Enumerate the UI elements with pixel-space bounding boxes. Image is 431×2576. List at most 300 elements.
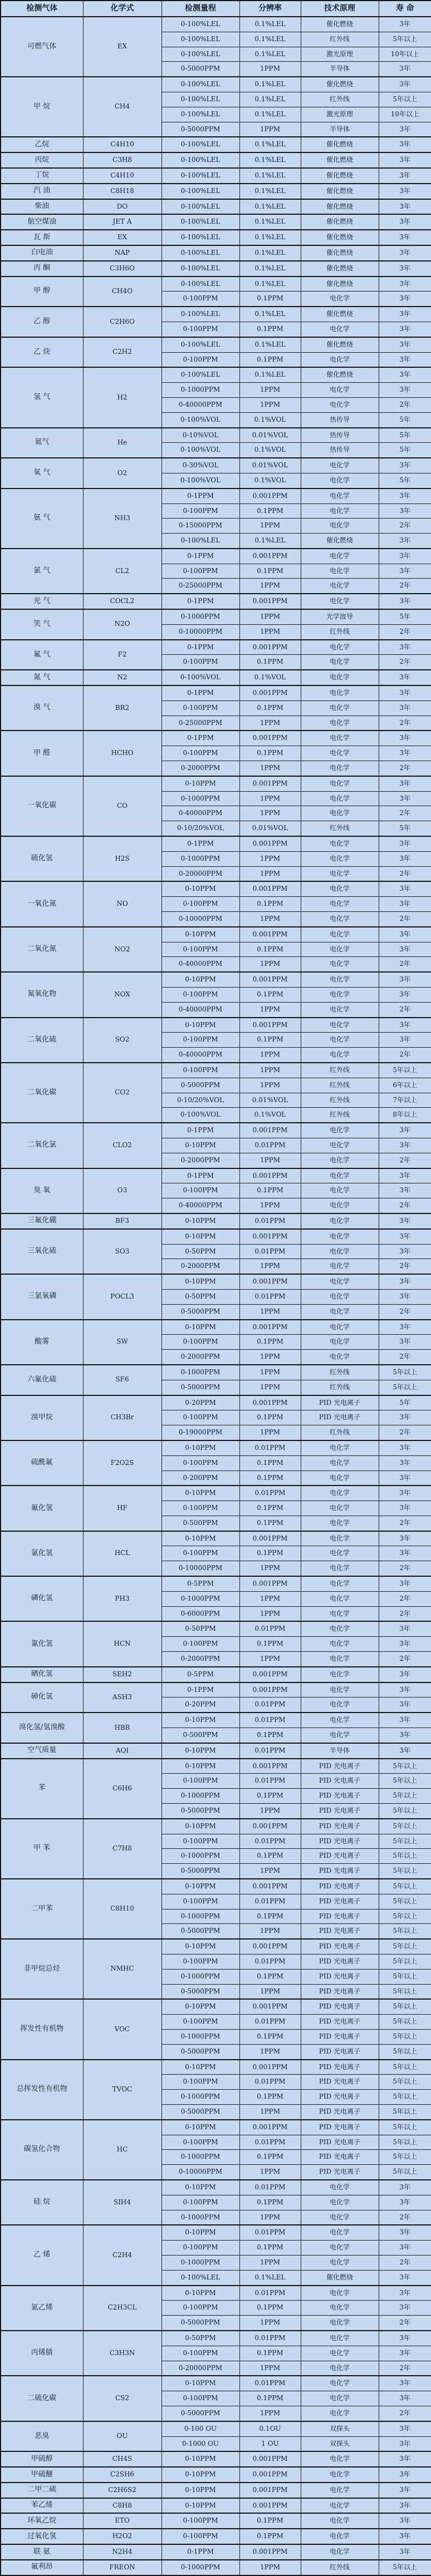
formula-cell: C3H6O (83, 261, 161, 277)
lifespan-cell: 3年 (379, 1667, 431, 1682)
principle-cell: 电化学 (301, 1350, 379, 1365)
range-cell: 0-100PPM (161, 1774, 239, 1789)
range-cell: 0-10PPM (161, 1819, 239, 1834)
resolution-cell: 0.1PPM (239, 2529, 301, 2544)
range-cell: 0-100%LEL (161, 152, 239, 168)
principle-cell: 电化学 (301, 640, 379, 655)
range-cell: 0-100%VOL (161, 670, 239, 685)
lifespan-cell: 2年 (379, 761, 431, 776)
formula-cell: C3H3N (83, 2331, 161, 2376)
gas-name-cell: 硅 烷 (1, 2180, 83, 2225)
principle-cell: 电化学 (301, 1304, 379, 1319)
lifespan-cell: 5年 (379, 821, 431, 836)
resolution-cell: 0.1%LEL (239, 2270, 301, 2285)
lifespan-cell: 5年 (379, 473, 431, 488)
principle-cell: PID 光电离子 (301, 2135, 379, 2150)
table-row (1, 881, 431, 896)
range-cell: 0-100%LEL (161, 245, 239, 261)
lifespan-cell: 3年 (379, 2451, 431, 2467)
resolution-cell: 0.001PPM (239, 2060, 301, 2075)
table-row (1, 731, 431, 746)
resolution-cell: 0.001PPM (239, 549, 301, 564)
lifespan-cell: 3年 (379, 367, 431, 382)
lifespan-cell: 3年 (379, 458, 431, 473)
principle-cell: 电化学 (301, 866, 379, 881)
table-row (1, 1229, 431, 1244)
resolution-cell: 1PPM (239, 2104, 301, 2119)
lifespan-cell: 5年 (379, 1395, 431, 1410)
resolution-cell: 0.01PPM (239, 2075, 301, 2090)
formula-cell: F2O2S (83, 1440, 161, 1486)
lifespan-cell: 2年 (379, 1153, 431, 1168)
resolution-cell: 0.001PPM (239, 1667, 301, 1682)
lifespan-cell: 3年 (379, 791, 431, 806)
table-row (1, 594, 431, 609)
table-body (1, 17, 431, 2575)
table-row (1, 1667, 431, 1682)
range-cell: 0-1PPM (161, 685, 239, 700)
principle-cell: PID 光电离子 (301, 1410, 379, 1425)
lifespan-cell: 5年以上 (379, 2060, 431, 2075)
table-row (1, 1759, 431, 1774)
principle-cell: PID 光电离子 (301, 2165, 379, 2180)
lifespan-cell: 3年 (379, 2241, 431, 2256)
principle-cell: PID 光电离子 (301, 1879, 379, 1894)
range-cell: 0-100PPM (161, 2135, 239, 2150)
table-row (1, 1879, 431, 1894)
range-cell: 0-20000PPM (161, 2361, 239, 2376)
range-cell: 0-40000PPM (161, 1002, 239, 1017)
lifespan-cell: 2年 (379, 1304, 431, 1319)
resolution-cell: 0.001PPM (239, 1531, 301, 1546)
lifespan-cell: 3年 (379, 2483, 431, 2498)
gas-name-cell: 甲 醛 (1, 731, 83, 776)
principle-cell: 电化学 (301, 685, 379, 700)
formula-cell: HBR (83, 1713, 161, 1743)
resolution-cell: 0.01PPM (239, 1713, 301, 1728)
principle-cell: 红外线 (301, 32, 379, 47)
range-cell: 0-100PPM (161, 1335, 239, 1350)
range-cell: 0-50PPM (161, 1244, 239, 1259)
principle-cell: 催化燃烧 (301, 2270, 379, 2285)
formula-cell: CS2 (83, 2376, 161, 2421)
principle-cell: 电化学 (301, 1501, 379, 1516)
gas-name-cell: 一氧化氮 (1, 881, 83, 926)
table-row (1, 277, 431, 292)
lifespan-cell: 3年 (379, 1743, 431, 1759)
range-cell: 0-100%VOL (161, 412, 239, 427)
range-cell: 0-50PPM (161, 1289, 239, 1304)
lifespan-cell: 5年以上 (379, 1955, 431, 1970)
gas-name-cell: 氦气 (1, 428, 83, 458)
lifespan-cell: 5年以上 (379, 1939, 431, 1954)
range-cell: 0-100%LEL (161, 367, 239, 382)
range-cell: 0-10PPM (161, 2483, 239, 2498)
table-row (1, 2180, 431, 2195)
lifespan-cell: 3年 (379, 2376, 431, 2391)
range-cell: 0-10PPM (161, 2060, 239, 2075)
resolution-cell: 1PPM (239, 579, 301, 594)
lifespan-cell: 3年 (379, 534, 431, 549)
range-cell: 0-100PPM (161, 897, 239, 912)
range-cell: 0-10PPM (161, 2451, 239, 2467)
resolution-cell: 0.1OU (239, 2421, 301, 2436)
formula-cell: CH3Br (83, 1395, 161, 1440)
formula-cell: NOX (83, 972, 161, 1017)
gas-name-cell: 丙烯腈 (1, 2331, 83, 2376)
table-row (1, 1486, 431, 1501)
lifespan-cell: 2年 (379, 1259, 431, 1274)
lifespan-cell: 5年以上 (379, 1984, 431, 1999)
resolution-cell: 0.001PPM (239, 2467, 301, 2483)
principle-cell: 电化学 (301, 2361, 379, 2376)
resolution-cell: 0.1PPM (239, 1969, 301, 1984)
table-row (1, 2060, 431, 2075)
principle-cell: 红外线 (301, 1380, 379, 1395)
range-cell: 0-100PPM (161, 746, 239, 761)
gas-name-cell: 丙烷 (1, 152, 83, 168)
gas-name-cell: 可燃气体 (1, 17, 83, 77)
lifespan-cell: 3年 (379, 504, 431, 519)
resolution-cell: 0.1%VOL (239, 443, 301, 458)
range-cell: 0-10PPM (161, 1229, 239, 1244)
principle-cell: 红外线 (301, 1063, 379, 1078)
lifespan-cell: 3年 (379, 700, 431, 715)
lifespan-cell: 2年 (379, 1048, 431, 1063)
gas-name-cell: 乙 炔 (1, 337, 83, 368)
gas-name-cell: 丙 酮 (1, 261, 83, 277)
resolution-cell: 0.1%LEL (239, 367, 301, 382)
range-cell: 0-100%LEL (161, 534, 239, 549)
resolution-cell: 1PPM (239, 1380, 301, 1395)
table-row (1, 2120, 431, 2135)
resolution-cell: 0.1%LEL (239, 152, 301, 168)
resolution-cell: 1PPM (239, 791, 301, 806)
resolution-cell: 0.1%LEL (239, 214, 301, 230)
lifespan-cell: 2年 (379, 2316, 431, 2331)
principle-cell: 电化学 (301, 1198, 379, 1213)
lifespan-cell: 3年 (379, 277, 431, 292)
table-row (1, 261, 431, 277)
gas-name-cell: 氮 气 (1, 670, 83, 685)
lifespan-cell: 5年以上 (379, 2135, 431, 2150)
lifespan-cell: 5年以上 (379, 2165, 431, 2180)
lifespan-cell: 5年以上 (379, 1774, 431, 1789)
formula-cell: HF (83, 1486, 161, 1531)
principle-cell: 电化学 (301, 806, 379, 821)
principle-cell: 电化学 (301, 1470, 379, 1486)
resolution-cell: 0.01PPM (239, 1774, 301, 1789)
table-row (1, 2544, 431, 2560)
resolution-cell: 0.1PPM (239, 2513, 301, 2529)
formula-cell: H2S (83, 836, 161, 881)
principle-cell: 催化燃烧 (301, 367, 379, 382)
lifespan-cell: 3年 (379, 549, 431, 564)
range-cell: 0-10PPM (161, 1018, 239, 1033)
principle-cell: 光学波导 (301, 609, 379, 624)
principle-cell: 电化学 (301, 1033, 379, 1048)
resolution-cell: 1PPM (239, 1304, 301, 1319)
resolution-cell: 1PPM (239, 1365, 301, 1380)
principle-cell: 电化学 (301, 1274, 379, 1289)
resolution-cell: 0.1PPM (239, 897, 301, 912)
formula-cell: JET A (83, 214, 161, 230)
resolution-cell: 0.001PPM (239, 640, 301, 655)
principle-cell: 电化学 (301, 836, 379, 851)
range-cell: 0-100%LEL (161, 261, 239, 277)
table-row (1, 77, 431, 92)
table-row (1, 836, 431, 851)
principle-cell: 电化学 (301, 352, 379, 367)
resolution-cell: 0.1%LEL (239, 337, 301, 352)
principle-cell: 电化学 (301, 488, 379, 504)
resolution-cell: 1PPM (239, 1078, 301, 1093)
gas-name-cell: 硒化氢 (1, 1667, 83, 1682)
range-cell: 0-10PPM (161, 1713, 239, 1728)
range-cell: 0-1000PPM (161, 1789, 239, 1804)
resolution-cell: 0.01PPM (239, 1894, 301, 1909)
principle-cell: 红外线 (301, 1078, 379, 1093)
principle-cell: 电化学 (301, 1335, 379, 1350)
range-cell: 0-2000PPM (161, 1259, 239, 1274)
principle-cell: 红外线 (301, 1425, 379, 1440)
resolution-cell: 0.01PPM (239, 2015, 301, 2030)
formula-cell: C2H2 (83, 337, 161, 368)
principle-cell: 电化学 (301, 397, 379, 412)
resolution-cell: 0.1PPM (239, 1410, 301, 1425)
resolution-cell: 0.1PPM (239, 2029, 301, 2044)
principle-cell: PID 光电离子 (301, 1774, 379, 1789)
gas-name-cell: 柴油 (1, 199, 83, 215)
resolution-cell: 1PPM (239, 806, 301, 821)
principle-cell: PID 光电离子 (301, 1819, 379, 1834)
range-cell: 0-5000PPM (161, 2316, 239, 2331)
range-cell: 0-2000PPM (161, 1153, 239, 1168)
principle-cell: 电化学 (301, 700, 379, 715)
lifespan-cell: 3年 (379, 2195, 431, 2210)
lifespan-cell: 3年 (379, 137, 431, 152)
formula-cell: O3 (83, 1168, 161, 1213)
range-cell: 0-100PPM (161, 504, 239, 519)
table-row (1, 2467, 431, 2483)
range-cell: 0-100%LEL (161, 17, 239, 32)
range-cell: 0-40000PPM (161, 806, 239, 821)
range-cell: 0-100PPM (161, 1455, 239, 1470)
lifespan-cell: 3年 (379, 1728, 431, 1743)
principle-cell: 电化学 (301, 2180, 379, 2195)
gas-name-cell: 甲 醇 (1, 277, 83, 307)
lifespan-cell: 3年 (379, 2467, 431, 2483)
formula-cell: POCL3 (83, 1274, 161, 1319)
formula-cell: CH4S (83, 2451, 161, 2467)
range-cell: 0-5PPM (161, 1576, 239, 1591)
range-cell: 0-1PPM (161, 640, 239, 655)
formula-cell: FREON (83, 2560, 161, 2575)
resolution-cell: 0.001PPM (239, 1395, 301, 1410)
table-row (1, 1682, 431, 1697)
formula-cell: BF3 (83, 1213, 161, 1229)
resolution-cell: 0.1%LEL (239, 230, 301, 245)
table-row (1, 1365, 431, 1380)
formula-cell: HC (83, 2120, 161, 2180)
principle-cell: 电化学 (301, 761, 379, 776)
lifespan-cell: 3年 (379, 927, 431, 942)
resolution-cell: 0.1PPM (239, 2301, 301, 2316)
lifespan-cell: 7年以上 (379, 1093, 431, 1108)
gas-name-cell: 硫酰氟 (1, 1440, 83, 1486)
principle-cell: 电化学 (301, 670, 379, 685)
lifespan-cell: 5年以上 (379, 32, 431, 47)
resolution-cell: 1PPM (239, 1198, 301, 1213)
range-cell: 0-10PPM (161, 2120, 239, 2135)
lifespan-cell: 8年以上 (379, 1108, 431, 1123)
principle-cell: 催化燃烧 (301, 534, 379, 549)
resolution-cell: 0.1PPM (239, 1516, 301, 1531)
range-cell: 0-1000PPM (161, 1969, 239, 1984)
principle-cell: PID 光电离子 (301, 2150, 379, 2165)
lifespan-cell: 3年 (379, 122, 431, 137)
range-cell: 0-100PPM (161, 655, 239, 670)
principle-cell: 电化学 (301, 2331, 379, 2346)
resolution-cell: 0.001PPM (239, 1229, 301, 1244)
lifespan-cell: 3年 (379, 1621, 431, 1636)
range-cell: 0-10PPM (161, 1138, 239, 1153)
range-cell: 0-1PPM (161, 1123, 239, 1138)
lifespan-cell: 3年 (379, 1637, 431, 1652)
lifespan-cell: 3年 (379, 62, 431, 77)
range-cell: 0-5000PPM (161, 1078, 239, 1093)
gas-name-cell: 乙 烯 (1, 2225, 83, 2285)
range-cell: 0-10000PPM (161, 2165, 239, 2180)
table-row (1, 776, 431, 791)
range-cell: 0-1000PPM (161, 1591, 239, 1606)
table-row (1, 2451, 431, 2467)
range-cell: 0-1000PPM (161, 2255, 239, 2270)
principle-cell: 电化学 (301, 746, 379, 761)
resolution-cell: 0.1%LEL (239, 277, 301, 292)
range-cell: 0-10PPM (161, 2225, 239, 2240)
lifespan-cell: 5年 (379, 428, 431, 443)
range-cell: 0-100PPM (161, 1546, 239, 1561)
resolution-cell: 0.1%LEL (239, 32, 301, 47)
resolution-cell: 1PPM (239, 2406, 301, 2421)
formula-cell: CO2 (83, 1063, 161, 1123)
table-row (1, 1395, 431, 1410)
principle-cell: 电化学 (301, 1018, 379, 1033)
principle-cell: 电化学 (301, 1289, 379, 1304)
gas-name-cell: 光 气 (1, 594, 83, 609)
formula-cell: HCN (83, 1621, 161, 1666)
gas-name-cell: 二氧化碳 (1, 1063, 83, 1123)
principle-cell: 双探头 (301, 2436, 379, 2451)
range-cell: 0-5000PPM (161, 2406, 239, 2421)
lifespan-cell: 2年 (379, 2406, 431, 2421)
principle-cell: 电化学 (301, 776, 379, 791)
resolution-cell: 0.001PPM (239, 1123, 301, 1138)
range-cell: 0-5000PPM (161, 2104, 239, 2119)
principle-cell: 电化学 (301, 1576, 379, 1591)
principle-cell: 红外线 (301, 92, 379, 107)
resolution-cell: 1PPM (239, 2210, 301, 2225)
principle-cell: 电化学 (301, 1002, 379, 1017)
lifespan-cell: 2年 (379, 397, 431, 412)
lifespan-cell: 3年 (379, 337, 431, 352)
resolution-cell: 0.1PPM (239, 1789, 301, 1804)
principle-cell: 电化学 (301, 2529, 379, 2544)
gas-name-cell: 甲硫醚 (1, 2467, 83, 2483)
range-cell: 0-10PPM (161, 1274, 239, 1289)
range-cell: 0-10PPM (161, 1440, 239, 1455)
principle-cell: PID 光电离子 (301, 1894, 379, 1909)
lifespan-cell: 5年以上 (379, 2104, 431, 2119)
resolution-cell: 1PPM (239, 1002, 301, 1017)
principle-cell: 电化学 (301, 897, 379, 912)
resolution-cell: 1PPM (239, 1153, 301, 1168)
range-cell: 0-100PPM (161, 292, 239, 307)
range-cell: 0-100%LEL (161, 230, 239, 245)
table-row (1, 1531, 431, 1546)
resolution-cell: 0.001PPM (239, 776, 301, 791)
table-header (1, 1, 431, 17)
principle-cell: 电化学 (301, 2406, 379, 2421)
principle-cell: 电化学 (301, 1168, 379, 1183)
range-cell: 0-10PPM (161, 1743, 239, 1759)
principle-cell: 电化学 (301, 1259, 379, 1274)
lifespan-cell: 2年 (379, 1350, 431, 1365)
resolution-cell: 0.01PPM (239, 2376, 301, 2391)
formula-cell: BR2 (83, 685, 161, 731)
principle-cell: PID 光电离子 (301, 1924, 379, 1939)
range-cell: 0-10PPM (161, 2467, 239, 2483)
principle-cell: 电化学 (301, 1652, 379, 1667)
lifespan-cell: 3年 (379, 77, 431, 92)
principle-cell: PID 光电离子 (301, 2044, 379, 2059)
formula-cell: C8H8 (83, 2498, 161, 2514)
resolution-cell: 0.1PPM (239, 1849, 301, 1864)
lifespan-cell: 3年 (379, 1213, 431, 1229)
resolution-cell: 0.001PPM (239, 2451, 301, 2467)
range-cell: 0-1PPM (161, 2544, 239, 2560)
range-cell: 0-10PPM (161, 2376, 239, 2391)
resolution-cell: 0.1%LEL (239, 17, 301, 32)
principle-cell: 热传导 (301, 412, 379, 427)
formula-cell: C4H10 (83, 137, 161, 152)
resolution-cell: 0.01PPM (239, 1955, 301, 1970)
principle-cell: 红外线 (301, 1093, 379, 1108)
range-cell: 0-100%LEL (161, 199, 239, 215)
principle-cell: 催化燃烧 (301, 152, 379, 168)
range-cell: 0-10PPM (161, 2180, 239, 2195)
resolution-cell: 0.1PPM (239, 1455, 301, 1470)
range-cell: 0-10PPM (161, 2286, 239, 2301)
principle-cell: 电化学 (301, 942, 379, 957)
resolution-cell: 0.1%LEL (239, 534, 301, 549)
formula-cell: SO3 (83, 1229, 161, 1274)
formula-cell: SIH4 (83, 2180, 161, 2225)
principle-cell: 催化燃烧 (301, 230, 379, 245)
formula-cell: C6H6 (83, 1759, 161, 1819)
table-row (1, 337, 431, 352)
resolution-cell: 0.001PPM (239, 2483, 301, 2498)
range-cell: 0-10%VOL (161, 428, 239, 443)
resolution-cell: 0.1PPM (239, 504, 301, 519)
range-cell: 0-1000PPM (161, 1849, 239, 1864)
resolution-cell: 0.1%LEL (239, 92, 301, 107)
lifespan-cell: 3年 (379, 851, 431, 866)
resolution-cell: 0.01PPM (239, 2286, 301, 2301)
principle-cell: 电化学 (301, 1048, 379, 1063)
resolution-cell: 1PPM (239, 2560, 301, 2575)
